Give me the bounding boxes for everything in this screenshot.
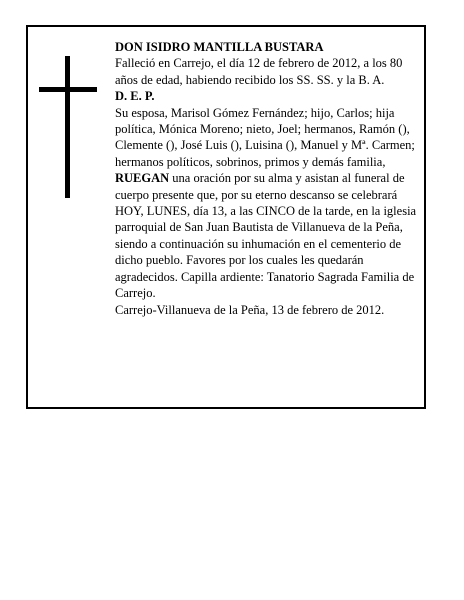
cross-vertical-bar bbox=[65, 56, 70, 198]
request-text: una oración por su alma y asistan al funeral de cuerpo presente que, por su eterno descanso se celebrará HOY, LUNES, día 13, a las CINCO de la tarde, en la iglesia parroquial de San Juan Bautista de Villanueva de la Peña, siendo a continuación su inhumación en el cementerio de dicho pueblo. Favores por los cuales les quedarán agradecidos. Capilla ardiente: Tanatorio Sagrada Familia de Carrejo. bbox=[115, 171, 417, 301]
request-lead: RUEGAN bbox=[115, 171, 170, 186]
cross-horizontal-bar bbox=[39, 87, 97, 92]
deceased-name: DON ISIDRO MANTILLA BUSTARA bbox=[115, 40, 324, 54]
death-announcement: Falleció en Carrejo, el día 12 de febrero de 2012, a los 80 años de edad, habiendo recibido los SS. SS. y la B. A. bbox=[115, 56, 403, 87]
cross-icon bbox=[39, 56, 97, 198]
obituary-text bbox=[115, 39, 421, 318]
obituary-frame bbox=[26, 25, 426, 409]
place-date: Carrejo-Villanueva de la Peña, 13 de febrero de 2012. bbox=[115, 302, 385, 317]
funeral-request bbox=[115, 170, 421, 301]
rip-line: D. E. P. bbox=[115, 89, 155, 104]
family-list: Su esposa, Marisol Gómez Fernández; hijo, Carlos; hija política, Mónica Moreno; nieto, Joel; hermanos, Ramón (), Clemente (), José Luis (), Luisina (), Manuel y Mª. Carmen; hermanos políticos, sobrinos, primos y demás familia, bbox=[115, 105, 415, 169]
